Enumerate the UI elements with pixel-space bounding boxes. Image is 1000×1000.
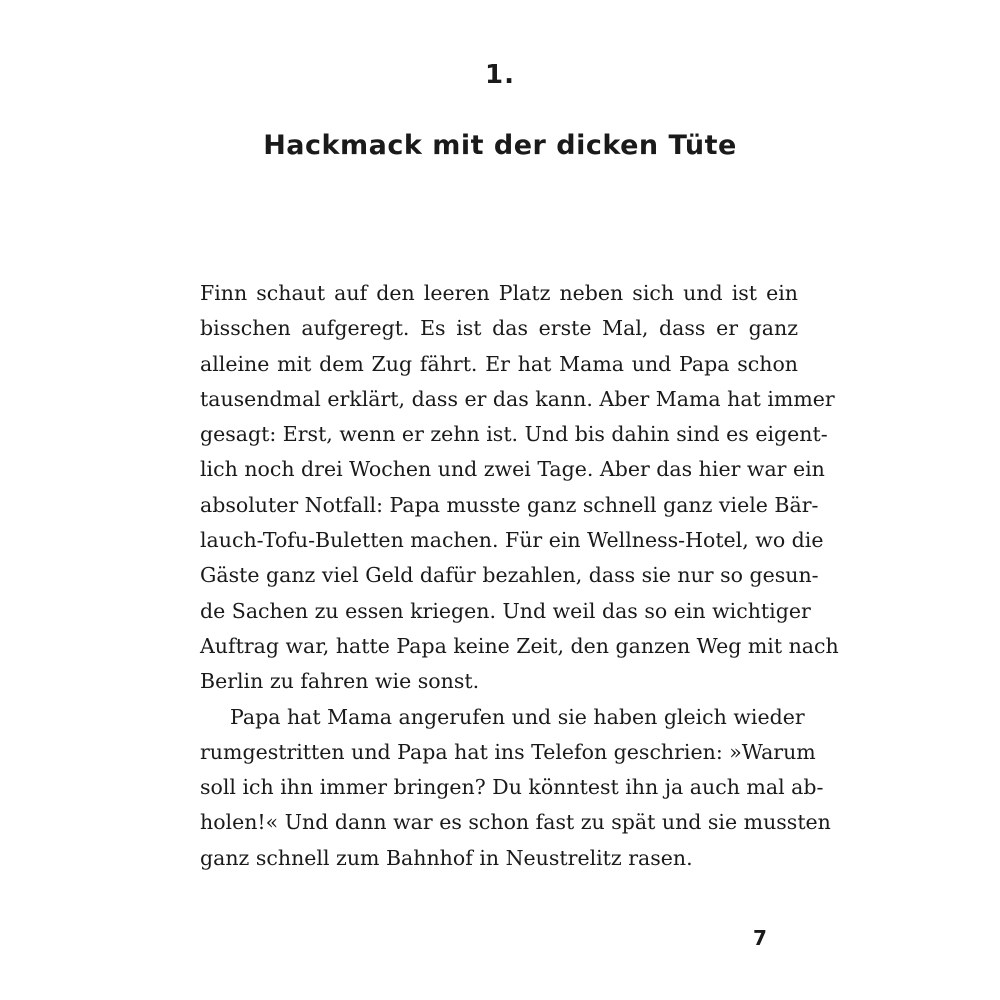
text-line: Berlin zu fahren wie sonst. [200,669,480,694]
text-line: lauch-Tofu-Buletten machen. Für ein Wellness-Hotel, wo die [200,528,824,553]
text-line: lich noch drei Wochen und zwei Tage. Aber das hier war ein [200,457,825,482]
paragraph-2 [200,700,831,876]
text-line: Auftrag war, hatte Papa keine Zeit, den ganzen Weg mit nach [200,633,839,658]
text-line: tausendmal erklärt, dass er das kann. Aber Mama hat immer [200,386,835,411]
text-line: Finn schaut auf den leeren Platz neben sich und ist ein [200,281,798,305]
chapter-title: Hackmack mit der dicken Tüte [263,130,737,161]
chapter-number: 1. [485,60,515,90]
text-line: ganz schnell zum Bahnhof in Neustrelitz rasen. [200,845,693,870]
text-line: Gäste ganz viel Geld dafür bezahlen, dass sie nur so gesun- [200,563,819,588]
paragraph-1 [200,276,839,700]
text-line: absoluter Notfall: Papa musste ganz schnell ganz viele Bär- [200,492,819,517]
body-text [200,276,839,876]
text-line: holen!« Und dann war es schon fast zu spät und sie mussten [200,810,831,835]
page-number: 7 [753,926,767,950]
text-line: de Sachen zu essen kriegen. Und weil das so ein wichtiger [200,598,811,623]
text-line: rumgestritten und Papa hat ins Telefon geschrien: »Warum [200,739,816,764]
text-line: gesagt: Erst, wenn er zehn ist. Und bis dahin sind es eigent- [200,422,828,447]
text-line: alleine mit dem Zug fährt. Er hat Mama und Papa schon [200,351,798,376]
text-line: soll ich ihn immer bringen? Du könntest ihn ja auch mal ab- [200,775,824,800]
text-line: bisschen aufgeregt. Es ist das erste Mal, dass er ganz [200,316,798,341]
text-line: Papa hat Mama angerufen und sie haben gleich wieder [230,704,805,729]
